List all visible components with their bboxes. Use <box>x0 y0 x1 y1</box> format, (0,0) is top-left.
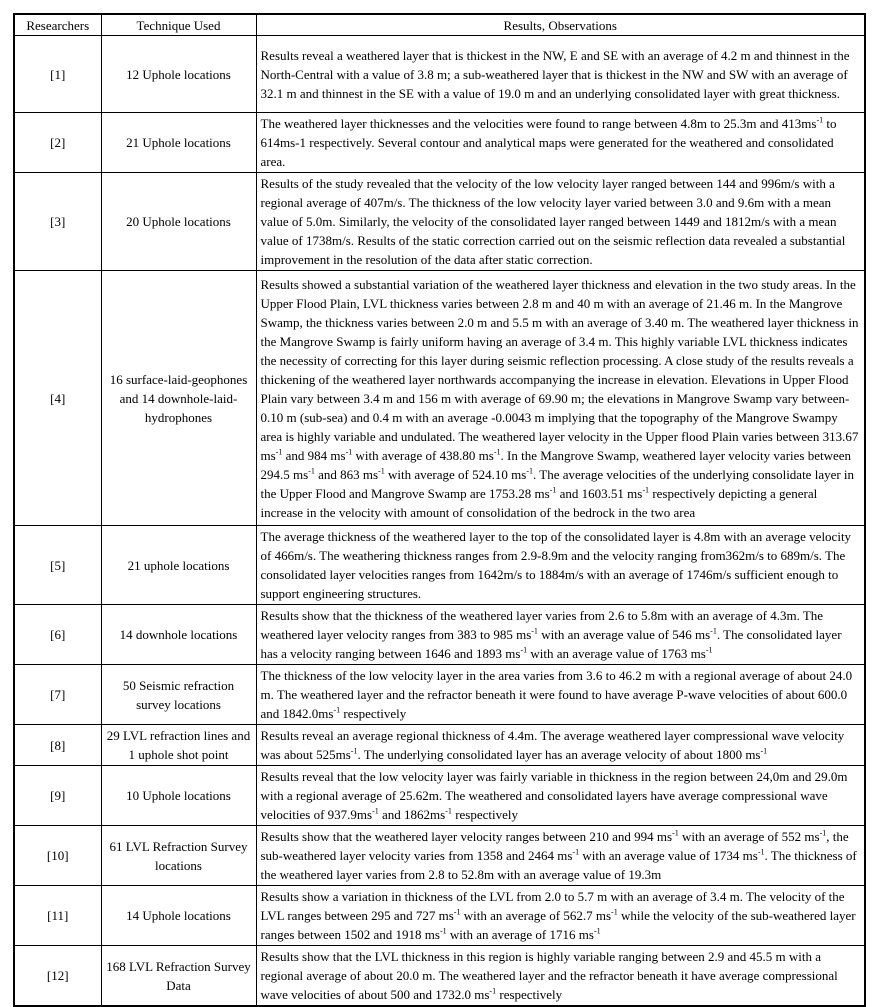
cell-technique: 14 downhole locations <box>101 605 256 665</box>
results-table <box>13 13 866 1007</box>
table-row <box>14 36 865 113</box>
table-row <box>14 886 865 946</box>
cell-technique: 29 LVL refraction lines and 1 uphole shot point <box>101 725 256 766</box>
cell-technique: 168 LVL Refraction Survey Data <box>101 946 256 1007</box>
cell-technique: 50 Seismic refraction survey locations <box>101 665 256 725</box>
table-row <box>14 725 865 766</box>
table-row <box>14 665 865 725</box>
cell-results: The thickness of the low velocity layer in the area varies from 3.6 to 46.2 m with a regional average of about 24.0 m. The weathered layer and the refractor beneath it were found to have average P-wave velocities of about 600.0 and $1842.0ms^{-1}$ respectively <box>256 665 865 725</box>
cell-researcher: [8] <box>14 725 101 766</box>
cell-results: Results reveal that the low velocity layer was fairly variable in thickness in the region between 24,0m and 29.0m with a regional average of 25.62m. The weathered and consolidated layers have average compressional wave velocities of $937.9ms^{-1}$ and $1862ms^{-1}$ respectively <box>256 766 865 826</box>
table-row <box>14 271 865 526</box>
header-technique: Technique Used <box>101 14 256 36</box>
cell-results: Results show that the thickness of the weathered layer varies from 2.6 to 5.8m with an average of 4.3m. The weathered layer velocity ranges from 383 to 985 $ms^{-1}$ with an average value of 546 $ms^{-1}$. The consolidated layer has a velocity ranging between 1646 and 1893 $ms^{-1}$ with an average value of 1763 $ms^{-1}$ <box>256 605 865 665</box>
cell-researcher: [4] <box>14 271 101 526</box>
cell-results: Results reveal an average regional thickness of 4.4m. The average weathered layer compressional wave velocity was about $525ms^{-1}$. The underlying consolidated layer has an average velocity of about 1800 $ms^{-1}$ <box>256 725 865 766</box>
table-row <box>14 173 865 271</box>
cell-results: Results showed a substantial variation of the weathered layer thickness and elevation in the two study areas. In the Upper Flood Plain, LVL thickness varies between 2.8 m and 40 m with an average of 21.46 m. In the Mangrove Swamp, the thickness varies between 2.0 m and 5.5 m with an average of 3.40 m. The weathered layer thickness in the Mangrove Swamp is fairly uniform having an average of 3.4 m. This highly variable LVL thickness indicates the necessity of correcting for this layer during seismic reflection processing. A close study of the results reveals a thickening of the weathered layer northwards accompanying the increase in elevation. Elevations in Upper Flood Plain vary between 3.4 m and 156 m with average of 69.90 m; the elevations in Mangrove Swamp vary between-0.10 m (sub-sea) and 0.4 m with an average -0.0043 m implying that the topography of the Mangrove Swampy area is highly variable and undulated. The weathered layer velocity in the Upper flood Plain varies between 313.67 $ms^{-1}$ and 984 $ms^{-1}$ with average of 438.80 $ms^{-1}$. In the Mangrove Swamp, weathered layer velocity varies between 294.5 $ms^{-1}$ and 863 $ms^{-1}$ with average of 524.10 $ms^{-1}$. The average velocities of the underlying consolidate layer in the Upper Flood and Mangrove Swamp are 1753.28 $ms^{-1}$ and 1603.51 $ms^{-1}$ respectively depicting a general increase in the velocity with amount of consolidation of the bedrock in the two area <box>256 271 865 526</box>
cell-results: Results show a variation in thickness of the LVL from 2.0 to 5.7 m with an average of 3.4 m. The velocity of the LVL ranges between 295 and 727 $ms^{-1}$ with an average of 562.7 $ms^{-1}$ while the velocity of the sub-weathered layer ranges between 1502 and 1918 $ms^{-1}$ with an average of 1716 $ms^{-1}$ <box>256 886 865 946</box>
cell-results: Results of the study revealed that the velocity of the low velocity layer ranged between 144 and 996m/s with a regional average of 407m/s. The thickness of the low velocity layer varied between 3.0 and 9.6m with a mean value of 5.0m. Similarly, the velocity of the consolidated layer ranged between 1449 and 1812m/s with a mean value of 1738m/s. Results of the static correction carried out on the seismic reflection data revealed a substantial improvement in the resolution of the data after static correction. <box>256 173 865 271</box>
cell-researcher: [6] <box>14 605 101 665</box>
table-header-row <box>14 14 865 36</box>
header-researchers: Researchers <box>14 14 101 36</box>
table-row <box>14 946 865 1007</box>
cell-technique: 16 surface-laid-geophones and 14 downhole-laid-hydrophones <box>101 271 256 526</box>
cell-results: The average thickness of the weathered layer to the top of the consolidated layer is 4.8m with an average velocity of 466m/s. The weathering thickness ranges from 2.9-8.9m and the velocity ranging from362m/s to 689m/s. The consolidated layer velocities ranges from 1642m/s to 1884m/s with an average of 1746m/s sufficient enough to support engineering structures. <box>256 526 865 605</box>
table-row <box>14 526 865 605</box>
cell-technique: 21 uphole locations <box>101 526 256 605</box>
cell-technique: 12 Uphole locations <box>101 36 256 113</box>
cell-results: Results show that the LVL thickness in this region is highly variable ranging between 2.9 and 45.5 m with a regional average of about 20.0 m. The weathered layer and the refractor beneath it have average compressional wave velocities of about 500 and 1732.0 $ms^{-1}$ respectively <box>256 946 865 1007</box>
cell-results: The weathered layer thicknesses and the velocities were found to range between 4.8m to 25.3m and $413ms^{-1}$ to 614ms-1 respectively. Several contour and analytical maps were generated for the weathered and consolidated area. <box>256 113 865 173</box>
header-results: Results, Observations <box>256 14 865 36</box>
cell-technique: 10 Uphole locations <box>101 766 256 826</box>
cell-researcher: [2] <box>14 113 101 173</box>
cell-technique: 61 LVL Refraction Survey locations <box>101 826 256 886</box>
cell-researcher: [9] <box>14 766 101 826</box>
cell-researcher: [3] <box>14 173 101 271</box>
cell-results: Results reveal a weathered layer that is thickest in the NW, E and SE with an average of 4.2 m and thinnest in the North-Central with a value of 3.8 m; a sub-weathered layer that is thickest in the NW and SW with an average of 32.1 m and thinnest in the SE with a value of 19.0 m and an underlying consolidated layer with great thickness. <box>256 36 865 113</box>
cell-results: Results show that the weathered layer velocity ranges between 210 and 994 $ms^{-1}$ with an average of 552 $ms^{-1}$, the sub-weathered layer velocity varies from 1358 and 2464 $ms^{-1}$ with an average value of 1734 $ms^{-1}$. The thickness of the weathered layer varies from 2.8 to 52.8m with an average value of 19.3m <box>256 826 865 886</box>
cell-researcher: [1] <box>14 36 101 113</box>
cell-researcher: [10] <box>14 826 101 886</box>
table-row <box>14 605 865 665</box>
cell-technique: 21 Uphole locations <box>101 113 256 173</box>
table-row <box>14 766 865 826</box>
cell-researcher: [5] <box>14 526 101 605</box>
cell-technique: 14 Uphole locations <box>101 886 256 946</box>
cell-researcher: [12] <box>14 946 101 1007</box>
table-row <box>14 113 865 173</box>
cell-researcher: [7] <box>14 665 101 725</box>
cell-technique: 20 Uphole locations <box>101 173 256 271</box>
cell-researcher: [11] <box>14 886 101 946</box>
table-row <box>14 826 865 886</box>
